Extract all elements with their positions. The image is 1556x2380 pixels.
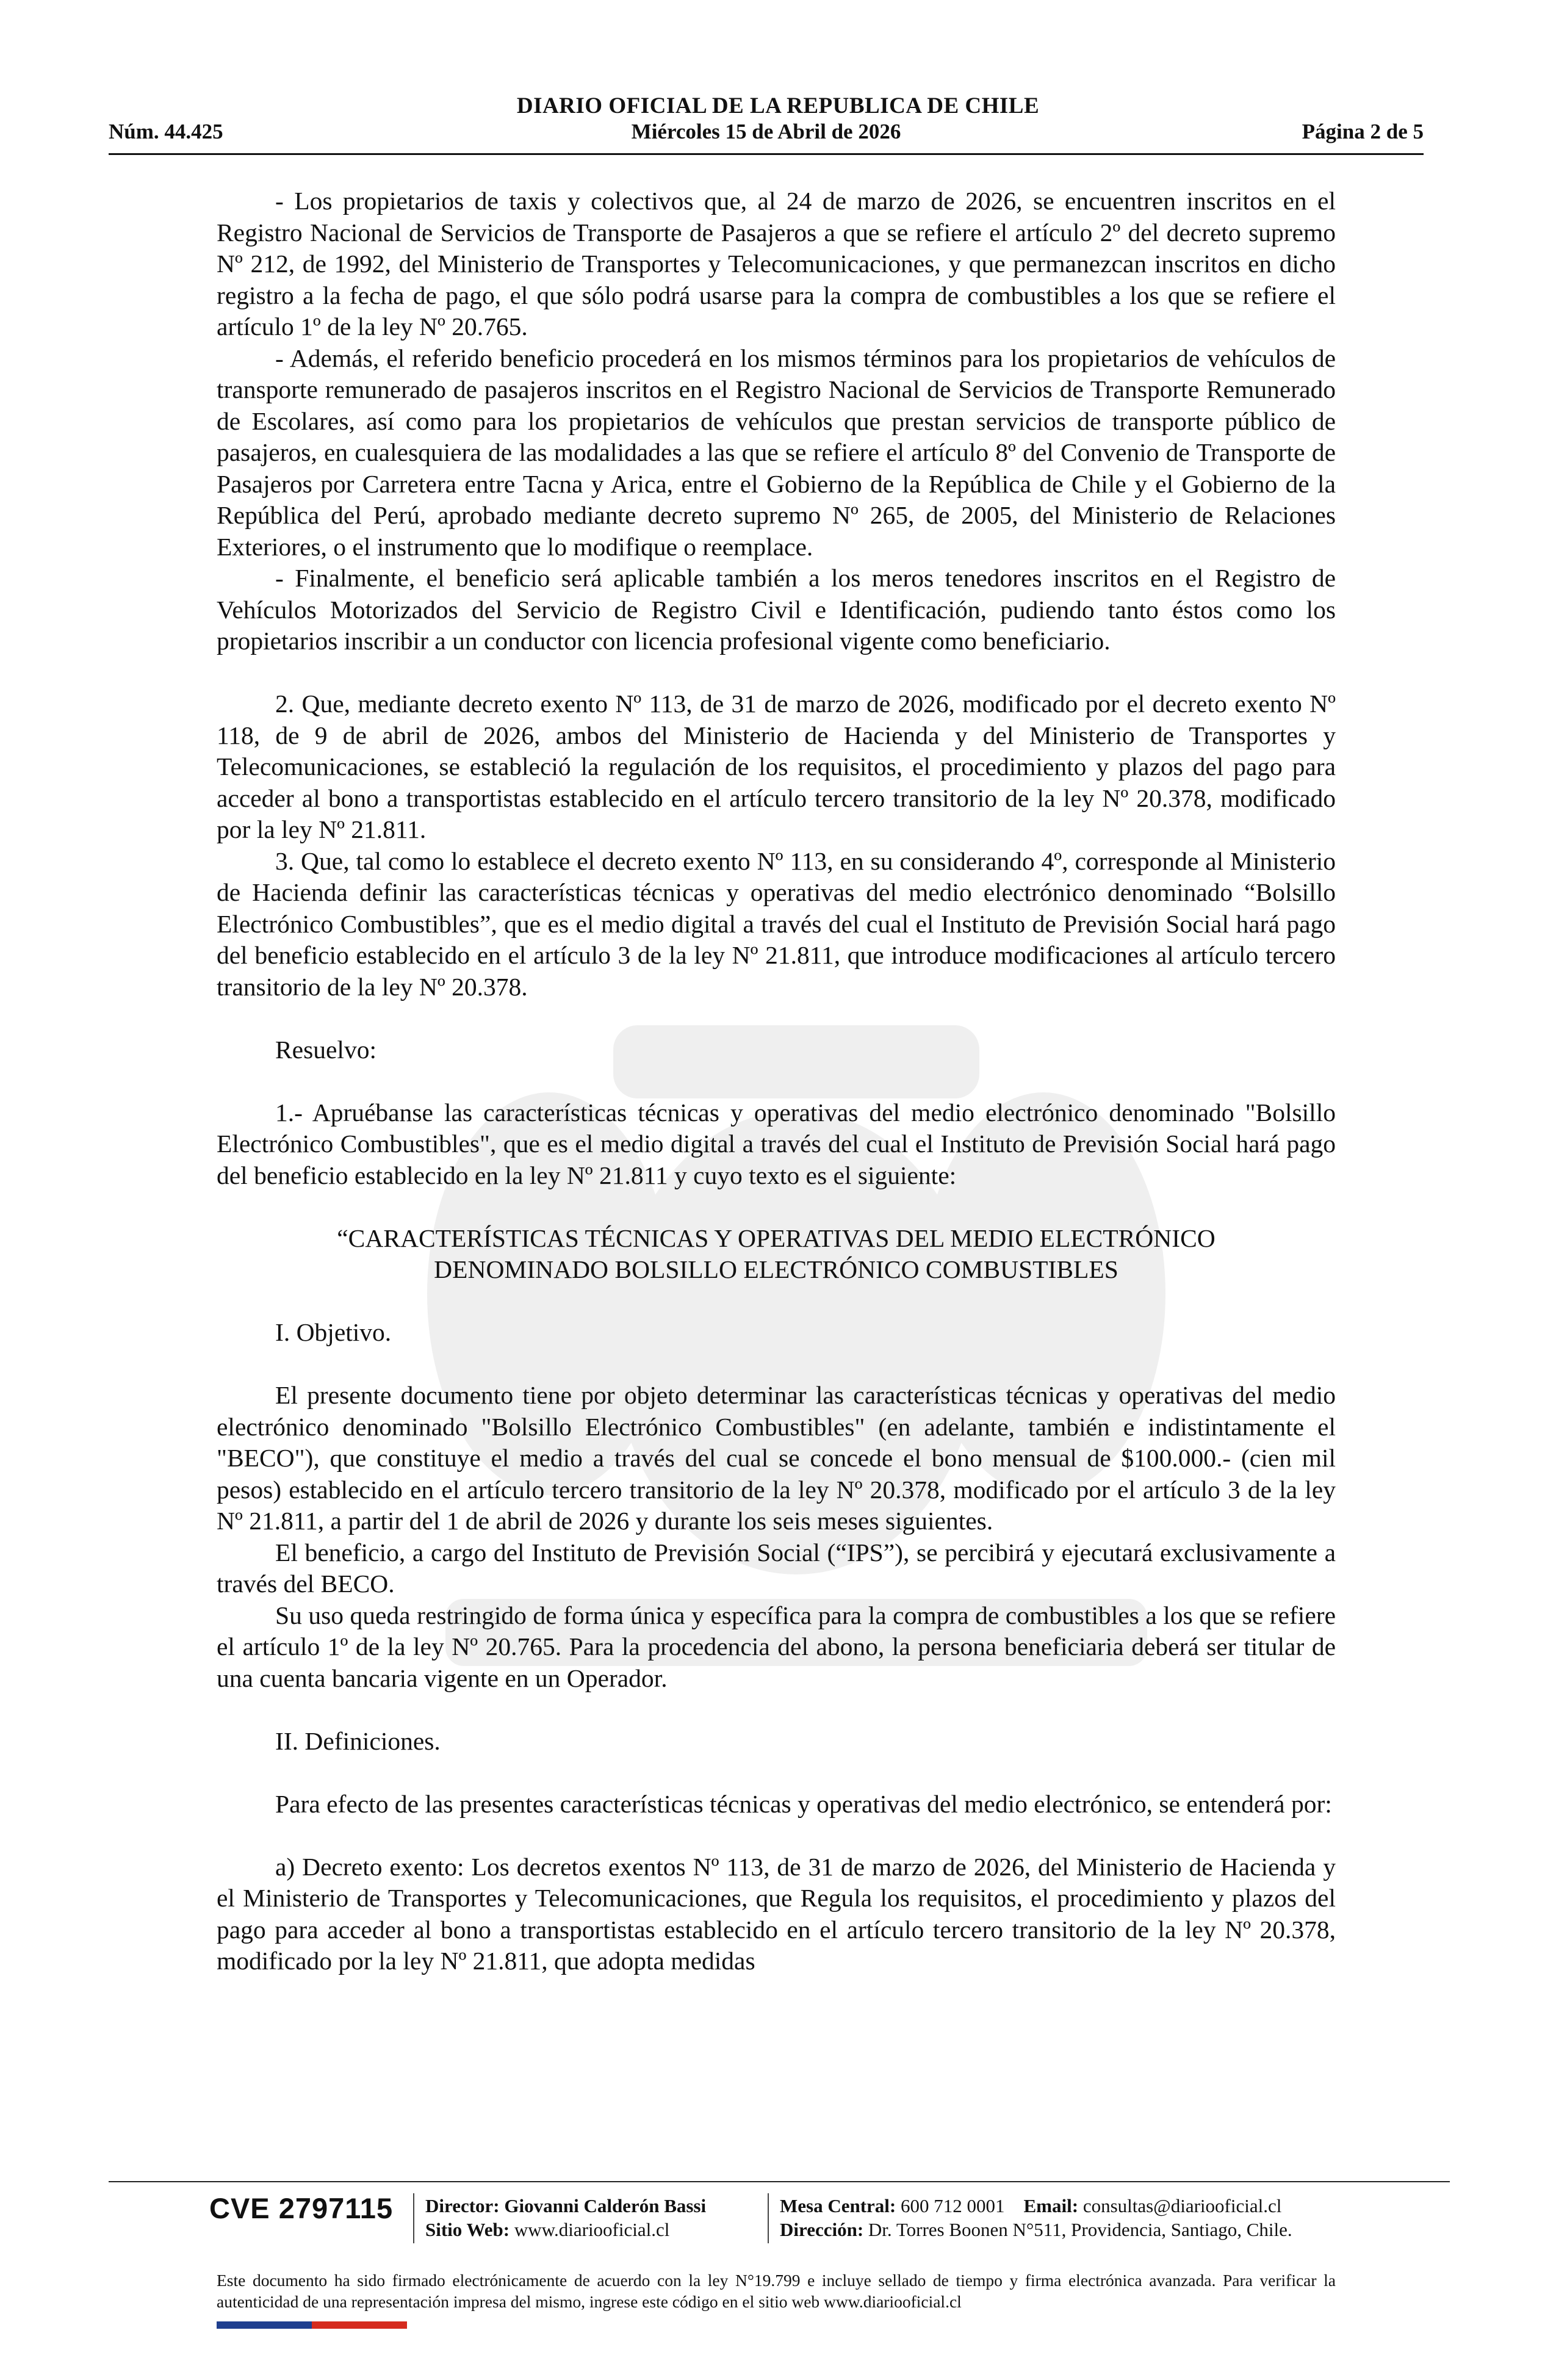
director-name: Giovanni Calderón Bassi xyxy=(504,2195,707,2216)
email-label: Email: xyxy=(1023,2195,1079,2216)
paragraph-objetivo: El presente documento tiene por objeto determinar las características técnicas y operativas del medio electrónico denominado "Bolsillo Electrónico Combustibles" (en adelante, también e indistintamente el "BECO"), que constituye el medio a través del cual se concede el bono mensual de $100.000.- (cien mil pesos) establecido en el artículo tercero transitorio de la ley Nº 20.378, modificado por el artículo 3 de la ley Nº 21.811, a partir del 1 de abril de 2026 y durante los seis meses siguientes. xyxy=(217,1381,1336,1535)
section-objetivo-title: I. Objetivo. xyxy=(275,1318,392,1346)
flag-segment xyxy=(217,2321,264,2329)
section-definiciones-title: II. Definiciones. xyxy=(275,1726,441,1755)
director-label: Director: xyxy=(425,2195,500,2216)
document-body xyxy=(217,186,1336,1977)
flag-color-bar xyxy=(217,2321,407,2329)
document-heading xyxy=(217,1223,1336,1286)
flag-segment xyxy=(312,2321,359,2329)
paragraph-definition-a: a) Decreto exento: Los decretos exentos Nº 113, de 31 de marzo de 2026, del Ministerio de Hacienda y el Ministerio de Transportes y Telecomunicaciones, que Regula los requisitos, el procedimiento y plazos del pago para acceder al bono a transportistas establecido en el artículo tercero transitorio de la ley Nº 20.378, modificado por la ley Nº 21.811, que adopta medidas xyxy=(217,1852,1336,1975)
flag-segment xyxy=(264,2321,312,2329)
footer-contact-block xyxy=(780,2194,1292,2241)
paragraph-resolution-1: 1.- Apruébanse las características técnicas y operativas del medio electrónico denominado "Bolsillo Electrónico Combustibles", que es el medio digital a través del cual el Instituto de Previsión Social hará pago del beneficio establecido en la ley Nº 21.811 y cuyo texto es el siguiente: xyxy=(217,1098,1336,1189)
site-label: Sitio Web: xyxy=(425,2219,510,2240)
email-link[interactable]: consultas@diariooficial.cl xyxy=(1082,2195,1282,2216)
header-divider xyxy=(109,153,1424,155)
paragraph-uso: Su uso queda restringido de forma única y específica para la compra de combustibles a los que se refiere el artículo 1º de la ley Nº 20.765. Para la procedencia del abono, la persona beneficiaria deberá ser titular de una cuenta bancaria vigente en un Operador. xyxy=(217,1601,1336,1692)
site-link[interactable]: www.diariooficial.cl xyxy=(514,2219,670,2240)
paragraph-beneficio: El beneficio, a cargo del Instituto de Previsión Social (“IPS”), se percibirá y ejecutará exclusivamente a través del BECO. xyxy=(217,1538,1336,1598)
address-label: Dirección: xyxy=(780,2219,864,2240)
mesa-phone: 600 712 0001 xyxy=(901,2195,1005,2216)
footer-director-block xyxy=(425,2194,706,2241)
paragraph-taxis: - Los propietarios de taxis y colectivos que, al 24 de marzo de 2026, se encuentren inscritos en el Registro Nacional de Servicios de Transporte de Pasajeros a que se refiere el artículo 2º del decreto supremo Nº 212, de 1992, del Ministerio de Transportes y Telecomunicaciones, y que permanezcan inscritos en dicho registro a la fecha de pago, el que sólo podrá usarse para la compra de combustibles a los que se refiere el artículo 1º de la ley Nº 20.765. xyxy=(217,187,1336,341)
paragraph-definiciones-intro: Para efecto de las presentes características técnicas y operativas del medio electrónico, se entenderá por: xyxy=(275,1789,1332,1818)
paragraph-considerando-3: 3. Que, tal como lo establece el decreto exento Nº 113, en su considerando 4º, corresponde al Ministerio de Hacienda definir las características técnicas y operativas del medio electrónico denominado “Bolsillo Electrónico Combustibles”, que es el medio digital a través del cual el Instituto de Previsión Social hará pago del beneficio establecido en el artículo 3 de la ley Nº 21.811, que introduce modificaciones al artículo tercero transitorio de la ley Nº 20.378. xyxy=(217,846,1336,1001)
cve-code: CVE 2797115 xyxy=(209,2192,394,2224)
resuelvo-heading: Resuelvo: xyxy=(275,1035,376,1064)
heading-line-1: “CARACTERÍSTICAS TÉCNICAS Y OPERATIVAS DEL MEDIO ELECTRÓNICO xyxy=(337,1224,1216,1252)
address-value: Dr. Torres Boonen N°511, Providencia, Santiago, Chile. xyxy=(868,2219,1292,2240)
paragraph-finalmente: - Finalmente, el beneficio será aplicable también a los meros tenedores inscritos en el Registro de Vehículos Motorizados del Servicio de Registro Civil e Identificación, pudiendo tanto éstos como los propietarios inscribir a un conductor con licencia profesional vigente como beneficiario. xyxy=(217,564,1336,655)
gazette-title: DIARIO OFICIAL DE LA REPUBLICA DE CHILE xyxy=(516,93,1040,118)
footer-separator xyxy=(413,2193,414,2243)
issue-date: Miércoles 15 de Abril de 2026 xyxy=(631,120,901,143)
footer-divider xyxy=(109,2181,1450,2182)
heading-line-2: DENOMINADO BOLSILLO ELECTRÓNICO COMBUSTIBLES xyxy=(434,1255,1118,1283)
header-row xyxy=(109,120,1424,149)
signature-note: Este documento ha sido firmado electrónicamente de acuerdo con la ley N°19.799 e incluye sellado de tiempo y firma electrónica avanzada. Para verificar la autenticidad de una representación impresa del mismo, ingrese este código en el sitio web www.diariooficial.cl xyxy=(217,2271,1336,2311)
page-indicator: Página 2 de 5 xyxy=(1302,120,1424,143)
footer-separator xyxy=(768,2193,769,2243)
flag-segment xyxy=(359,2321,407,2329)
paragraph-ademas: - Además, el referido beneficio procederá en los mismos términos para los propietarios de vehículos de transporte remunerado de pasajeros inscritos en el Registro Nacional de Servicios de Transporte Remunerado de Escolares, así como para los propietarios de vehículos que prestan servicios de transporte público de pasajeros, en cualesquiera de las modalidades a las que se refiere el artículo 8º del Convenio de Transporte de Pasajeros por Carretera entre Tacna y Arica, entre el Gobierno de la República de Chile y el Gobierno de la República del Perú, aprobado mediante decreto supremo Nº 265, de 2005, del Ministerio de Relaciones Exteriores, o el instrumento que lo modifique o reemplace. xyxy=(217,344,1336,561)
issue-number: Núm. 44.425 xyxy=(109,120,223,143)
mesa-label: Mesa Central: xyxy=(780,2195,896,2216)
paragraph-considerando-2: 2. Que, mediante decreto exento Nº 113, de 31 de marzo de 2026, modificado por el decreto exento Nº 118, de 9 de abril de 2026, ambos del Ministerio de Hacienda y del Ministerio de Transportes y Telecomunicaciones, se estableció la regulación de los requisitos, el procedimiento y plazos del pago para acceder al bono a transportistas establecido en el artículo tercero transitorio de la ley Nº 20.378, modificado por la ley Nº 21.811. xyxy=(217,690,1336,843)
